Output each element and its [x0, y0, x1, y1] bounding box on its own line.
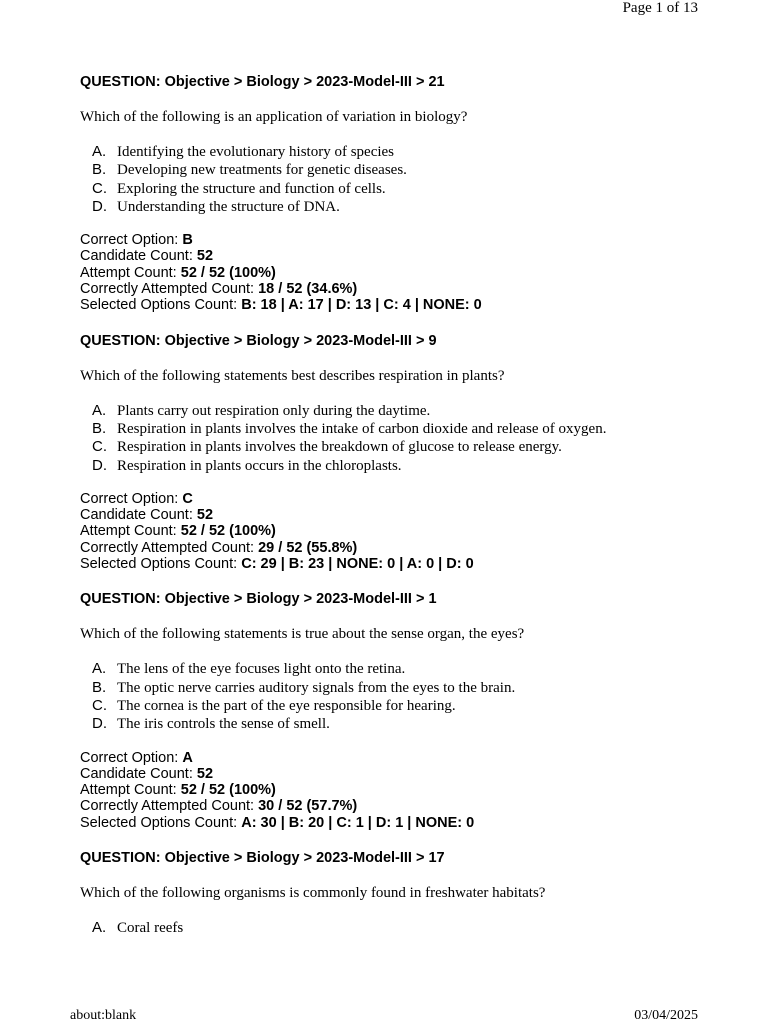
stat-value: 18 / 52 (34.6%) [258, 281, 358, 298]
option-item [80, 679, 720, 697]
question-list [80, 73, 720, 955]
stat-value: 29 / 52 (55.8%) [258, 539, 358, 556]
option-item [80, 457, 720, 475]
stat-label: Correct Option: [80, 232, 183, 249]
stat-label: Correctly Attempted Count: [80, 539, 259, 556]
stat-label: Candidate Count: [80, 248, 197, 265]
option-letter: D. [92, 456, 107, 474]
option-text: Exploring the structure and function of cells. [117, 180, 386, 197]
stat-value: A [182, 749, 193, 766]
option-item [80, 420, 720, 438]
option-item [80, 402, 720, 420]
stat-label: Attempt Count: [80, 782, 181, 799]
option-letter: C. [92, 179, 107, 197]
stat-label: Correctly Attempted Count: [80, 281, 259, 298]
stat-value: 52 [196, 507, 214, 524]
stat-value: 52 / 52 (100%) [180, 264, 276, 281]
question-text: Which of the following is an application of variation in biology? [80, 109, 468, 125]
stat-label: Attempt Count: [80, 264, 181, 281]
stat-candidate-count [80, 766, 720, 782]
question-heading: QUESTION: Objective > Biology > 2023-Model-III > 9 [80, 332, 437, 349]
stat-selected-options [80, 815, 720, 831]
stat-label: Correct Option: [80, 490, 183, 507]
question-heading: QUESTION: Objective > Biology > 2023-Model-III > 21 [80, 74, 445, 90]
option-text: Coral reefs [117, 920, 184, 937]
option-letter: C. [92, 696, 107, 714]
stat-correctly-attempted [80, 798, 720, 814]
stat-label: Attempt Count: [80, 523, 181, 540]
stat-label: Correctly Attempted Count: [80, 798, 259, 815]
option-item [80, 161, 720, 179]
stat-value: A: 30 | B: 20 | C: 1 | D: 1 | NONE: 0 [241, 814, 475, 831]
stat-value: 52 [196, 248, 214, 265]
stats-block [80, 232, 720, 313]
option-letter: B. [92, 678, 107, 696]
option-item [80, 180, 720, 198]
option-item [80, 438, 720, 456]
stat-attempt-count [80, 523, 720, 539]
stat-correct-option [80, 491, 720, 507]
stat-label: Selected Options Count: [80, 297, 242, 314]
stat-label: Selected Options Count: [80, 556, 242, 573]
question-heading: QUESTION: Objective > Biology > 2023-Model-III > 1 [80, 591, 437, 608]
option-item [80, 198, 720, 216]
stat-value: 30 / 52 (57.7%) [258, 798, 358, 815]
option-item [80, 715, 720, 733]
option-item [80, 919, 720, 937]
option-letter: B. [92, 161, 107, 179]
option-list [80, 919, 720, 937]
option-text: Respiration in plants involves the intake of carbon dioxide and release of oxygen. [117, 420, 607, 437]
stat-value: B: 18 | A: 17 | D: 13 | C: 4 | NONE: 0 [241, 297, 482, 314]
stat-correctly-attempted [80, 540, 720, 556]
stat-value: C: 29 | B: 23 | NONE: 0 | A: 0 | D: 0 [241, 556, 474, 573]
stat-selected-options [80, 297, 720, 313]
option-item [80, 697, 720, 715]
question-text: Which of the following statements is true about the sense organ, the eyes? [80, 626, 525, 643]
stat-correct-option [80, 750, 720, 766]
stat-label: Selected Options Count: [80, 814, 242, 831]
option-text: The cornea is the part of the eye responsible for hearing. [117, 697, 456, 714]
option-text: Developing new treatments for genetic diseases. [117, 162, 407, 179]
stat-attempt-count [80, 265, 720, 281]
stat-label: Correct Option: [80, 749, 183, 766]
option-letter: A. [92, 143, 107, 160]
stat-correct-option [80, 232, 720, 248]
option-item [80, 660, 720, 678]
page-number: Page 1 of 13 [622, 0, 698, 16]
option-letter: D. [92, 197, 107, 215]
stats-block [80, 750, 720, 831]
stat-value: C [182, 490, 193, 507]
stat-value: 52 / 52 (100%) [180, 523, 276, 540]
option-letter: A. [92, 401, 107, 419]
option-item [80, 143, 720, 161]
option-list [80, 660, 720, 733]
option-letter: D. [92, 715, 107, 733]
option-letter: A. [92, 660, 107, 678]
question-text: Which of the following statements best describes respiration in plants? [80, 367, 505, 384]
option-text: The optic nerve carries auditory signals from the eyes to the brain. [117, 679, 516, 696]
stat-candidate-count [80, 248, 720, 264]
option-list [80, 402, 720, 475]
option-text: The iris controls the sense of smell. [117, 716, 330, 733]
question-text: Which of the following organisms is commonly found in freshwater habitats? [80, 885, 546, 902]
stat-attempt-count [80, 782, 720, 798]
option-text: The lens of the eye focuses light onto the retina. [117, 661, 406, 678]
option-text: Understanding the structure of DNA. [117, 198, 340, 215]
stat-value: 52 / 52 (100%) [180, 782, 276, 799]
stat-value: 52 [196, 765, 214, 782]
stat-selected-options [80, 556, 720, 572]
question-block [80, 849, 720, 937]
question-heading: QUESTION: Objective > Biology > 2023-Model-III > 17 [80, 850, 445, 867]
question-block [80, 332, 720, 573]
question-block [80, 590, 720, 831]
question-block [80, 73, 720, 314]
option-letter: A. [92, 919, 107, 937]
stat-candidate-count [80, 507, 720, 523]
option-letter: B. [92, 419, 107, 437]
option-text: Respiration in plants involves the breakdown of glucose to release energy. [117, 439, 562, 456]
option-letter: C. [92, 438, 107, 456]
option-text: Respiration in plants occurs in the chloroplasts. [117, 457, 402, 474]
option-text: Identifying the evolutionary history of species [117, 144, 395, 160]
footer-date: 03/04/2025 [634, 1008, 698, 1023]
option-list [80, 143, 720, 216]
stat-label: Candidate Count: [80, 765, 197, 782]
stats-block [80, 491, 720, 572]
stat-label: Candidate Count: [80, 507, 197, 524]
stat-correctly-attempted [80, 281, 720, 297]
stat-value: B [182, 232, 193, 249]
footer-url: about:blank [70, 1008, 137, 1023]
option-text: Plants carry out respiration only during the daytime. [117, 402, 431, 419]
